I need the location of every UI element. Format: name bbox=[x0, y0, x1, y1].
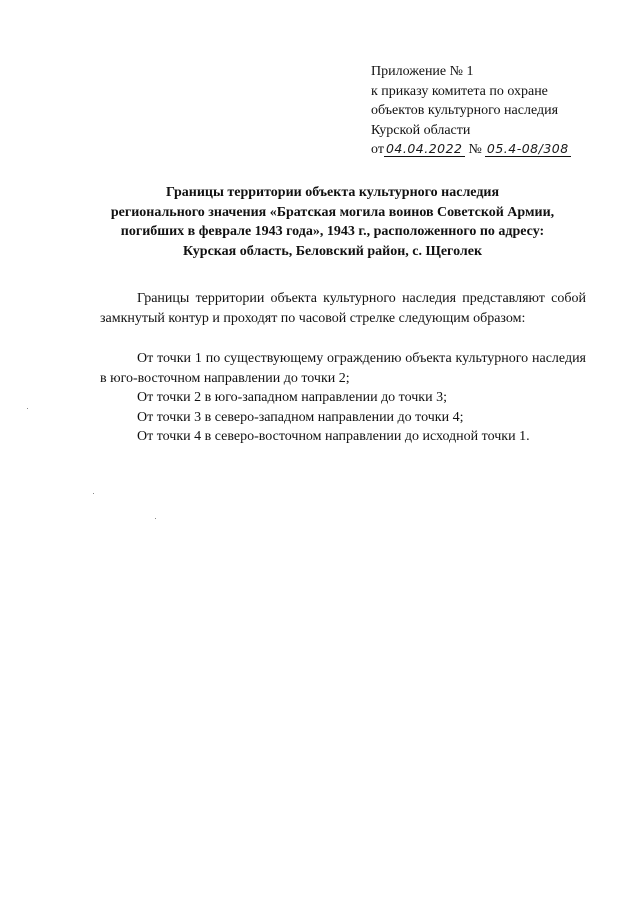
appendix-region: Курской области bbox=[371, 122, 471, 138]
appendix-title: Приложение № 1 bbox=[371, 64, 474, 79]
boundary-point-2: От точки 2 в юго-западном направлении до точки 3; bbox=[137, 390, 447, 405]
scan-speck bbox=[93, 493, 94, 494]
boundary-points bbox=[100, 349, 586, 447]
document-title bbox=[60, 183, 605, 261]
handwritten-number: 05.4-08/308 bbox=[486, 141, 569, 156]
handwritten-date: 04.04.2022 bbox=[385, 141, 463, 156]
appendix-committee: объектов культурного наследия bbox=[371, 103, 559, 118]
appendix-order-ref: к приказу комитета по охране bbox=[371, 83, 548, 99]
intro-paragraph: Границы территории объекта культурного наследия представляют собой замкнутый контур и проходят по часовой стрелке следующим образом: bbox=[100, 291, 586, 326]
boundary-point-4: От точки 4 в северо-восточном направлении до исходной точки 1. bbox=[137, 429, 530, 444]
title-line-2: регионального значения «Братская могила воинов Советской Армии, bbox=[110, 204, 555, 220]
boundary-point-3: От точки 3 в северо-западном направлении до точки 4; bbox=[137, 409, 464, 425]
number-label: № bbox=[468, 142, 482, 157]
title-line-3: погибших в феврале 1943 года», 1943 г., расположенного по адресу: bbox=[120, 224, 545, 239]
scan-speck bbox=[155, 518, 156, 519]
appendix-block bbox=[371, 62, 571, 160]
from-label: от bbox=[371, 142, 384, 157]
boundary-point-1: От точки 1 по существующему ограждению объекта культурного наследия в юго-восточном направлении до точки 2; bbox=[100, 351, 586, 386]
appendix-date-number bbox=[371, 140, 571, 160]
title-line-4: Курская область, Беловский район, с. Щеголек bbox=[182, 243, 483, 259]
scan-speck bbox=[27, 408, 28, 409]
title-line-1: Границы территории объекта культурного наследия bbox=[165, 185, 500, 200]
